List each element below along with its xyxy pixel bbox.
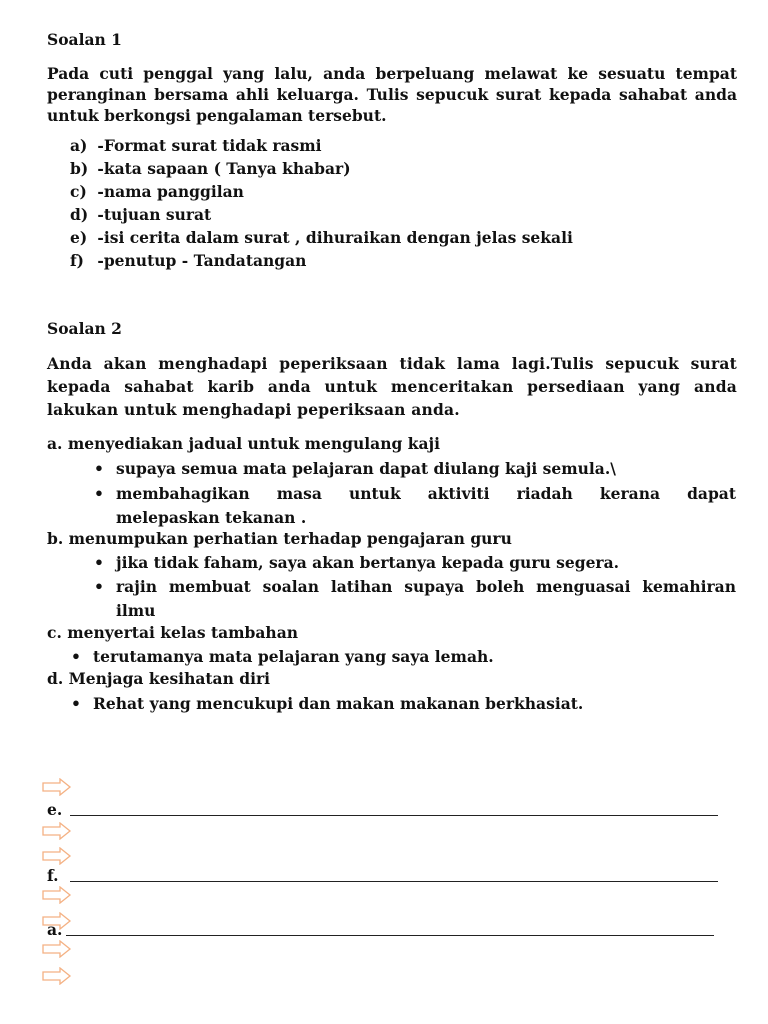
soalan1-criteria-list: [70, 134, 573, 272]
outline-right-arrow-icon: [42, 967, 72, 985]
list-item: • rajin membuat soalan latihan supaya boleh menguasai kemahiran: [94, 577, 736, 596]
list-item: • terutamanya mata pelajaran yang saya lemah.: [71, 647, 494, 666]
list-item: d) -tujuan surat: [70, 205, 212, 224]
bullet-icon: •: [94, 484, 104, 503]
answer-row-e: [47, 800, 62, 820]
list-item: • supaya semua mata pelajaran dapat diulang kaji semula.\: [94, 459, 616, 478]
outline-right-arrow-icon: [42, 847, 72, 865]
list-item: • jika tidak faham, saya akan bertanya kepada guru segera.: [94, 553, 620, 572]
list-item-continuation: melepaskan tekanan .: [116, 508, 307, 527]
soalan2-item-a: a. menyediakan jadual untuk mengulang kaji: [47, 434, 440, 453]
soalan2-item-c: c. menyertai kelas tambahan: [47, 623, 299, 642]
answer-blank-line-f[interactable]: [70, 881, 718, 882]
answer-label-f: f.: [47, 866, 59, 885]
bullet-icon: •: [71, 647, 81, 666]
outline-right-arrow-icon: [42, 940, 72, 958]
soalan2-item-d: d. Menjaga kesihatan diri: [47, 669, 271, 688]
bullet-icon: •: [71, 694, 81, 713]
soalan1-prompt: Pada cuti penggal yang lalu, anda berpeluang melawat ke sesuatu tempat peranginan bersama ahli keluarga. Tulis sepucuk surat kepada sahabat anda untuk berkongsi pengalaman tersebut.: [47, 64, 737, 125]
answer-label-e: e.: [47, 800, 63, 819]
answer-label-g: a.: [47, 920, 63, 939]
bullet-icon: •: [94, 553, 104, 572]
list-item: b) -kata sapaan ( Tanya khabar): [70, 159, 351, 178]
answer-blank-line-g[interactable]: [66, 935, 714, 936]
outline-right-arrow-icon: [42, 886, 72, 904]
soalan2-title: Soalan 2: [47, 319, 122, 338]
list-item: f) -penutup - Tandatangan: [70, 251, 307, 270]
soalan2-item-b: b. menumpukan perhatian terhadap pengajaran guru: [47, 529, 512, 548]
list-item: • Rehat yang mencukupi dan makan makanan berkhasiat.: [71, 694, 584, 713]
bullet-icon: •: [94, 577, 104, 596]
list-item: c) -nama panggilan: [70, 182, 244, 201]
outline-right-arrow-icon: [42, 822, 72, 840]
outline-right-arrow-icon: [42, 778, 72, 796]
list-item: • membahagikan masa untuk aktiviti riadah kerana dapat: [94, 484, 736, 503]
answer-blank-line-e[interactable]: [70, 815, 718, 816]
soalan1-title: Soalan 1: [47, 30, 122, 49]
answer-row-g: [47, 920, 62, 940]
list-item: e) -isi cerita dalam surat , dihuraikan dengan jelas sekali: [70, 228, 573, 247]
bullet-icon: •: [94, 459, 104, 478]
answer-row-f: [47, 866, 59, 886]
list-item: a) -Format surat tidak rasmi: [70, 136, 322, 155]
list-item-continuation: ilmu: [116, 601, 156, 620]
soalan2-prompt: Anda akan menghadapi peperiksaan tidak lama lagi.Tulis sepucuk surat kepada sahabat karib anda untuk menceritakan persediaan yang anda lakukan untuk menghadapi peperiksaan anda.: [47, 354, 737, 419]
